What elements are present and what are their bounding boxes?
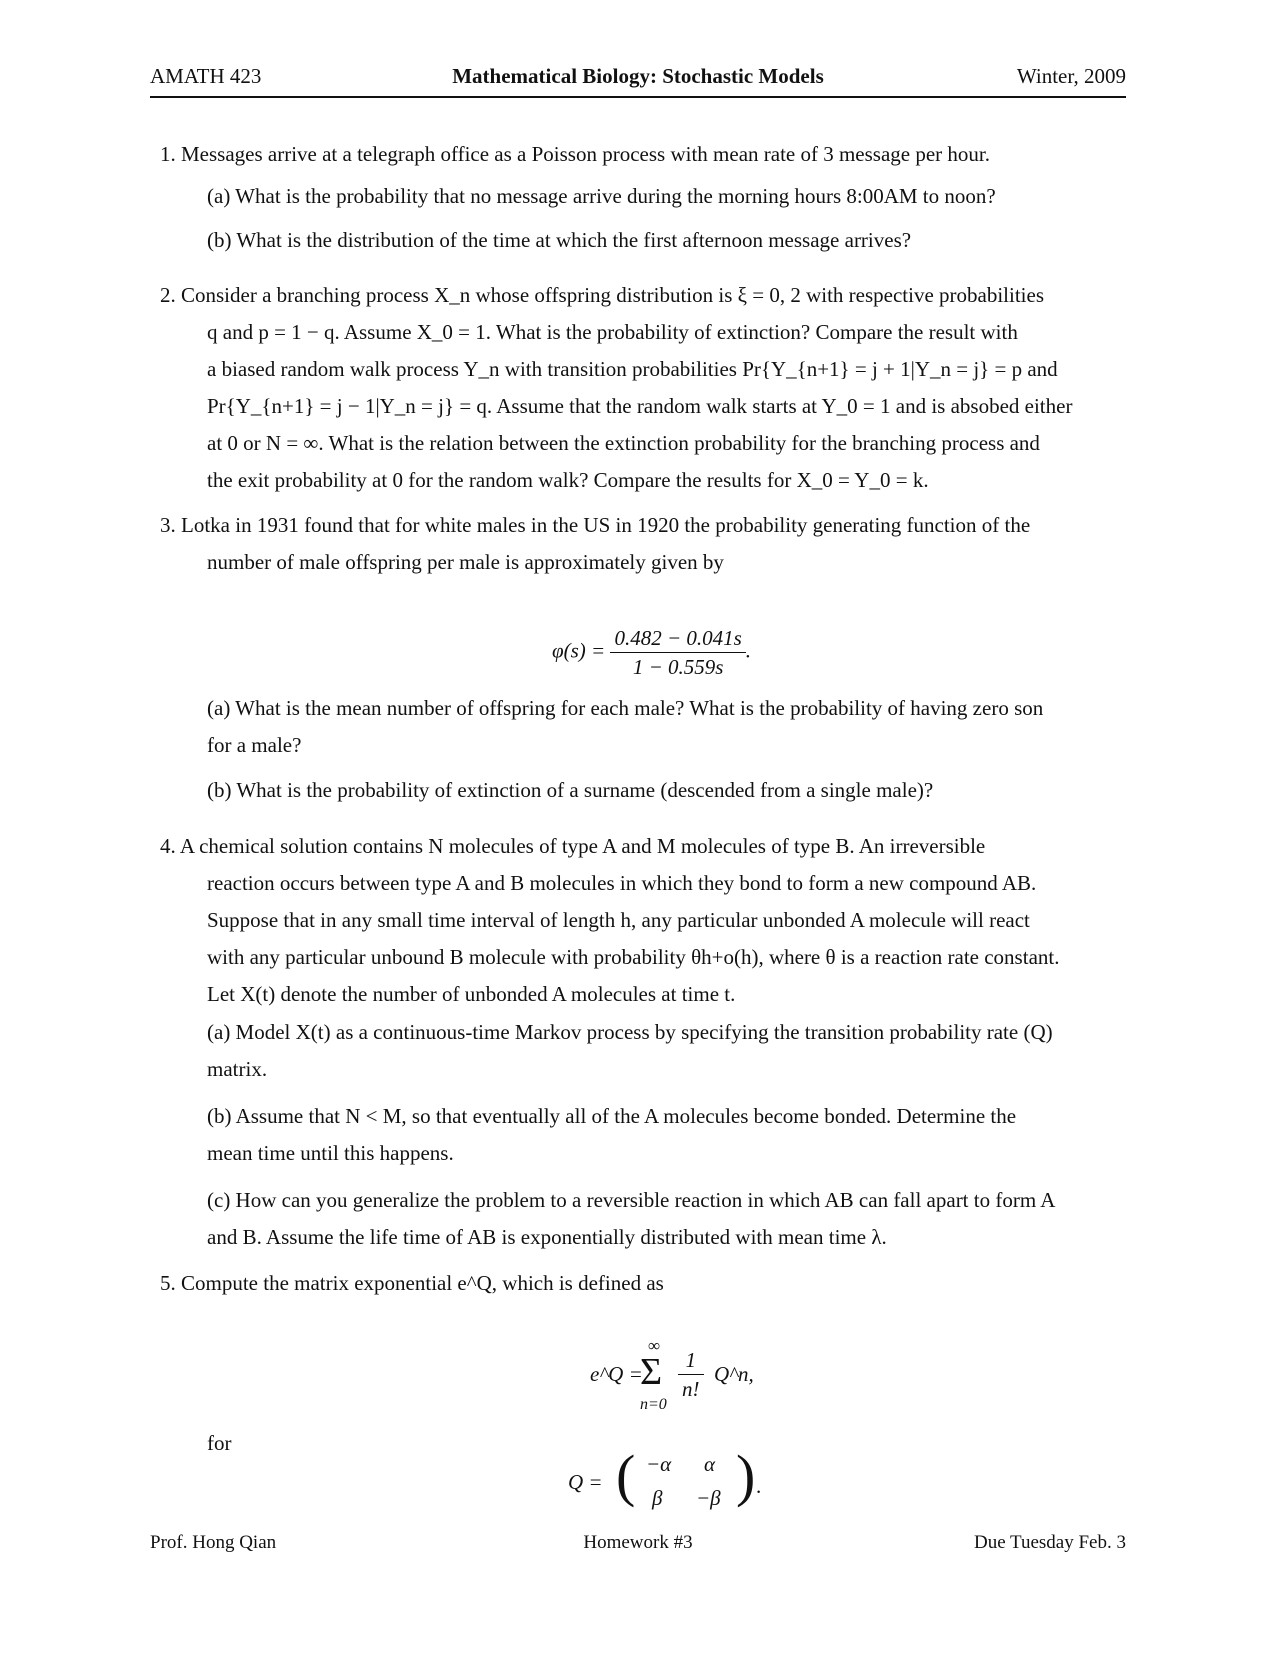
matrix-left-paren: ( <box>616 1443 636 1508</box>
sum-upper-limit: ∞ <box>648 1336 661 1355</box>
problem-5-line: 5. Compute the matrix exponential e^Q, which is defined as <box>160 1271 664 1295</box>
problem-4-line: with any particular unbound B molecule with probability θh+o(h), where θ is a reaction rate constant. <box>207 945 1060 969</box>
sum-fraction-numerator: 1 <box>678 1346 704 1375</box>
problem-4-line: Let X(t) denote the number of unbonded A molecules at time t. <box>207 982 736 1006</box>
problem-2-line: the exit probability at 0 for the random walk? Compare the results for X_0 = Y_0 = k. <box>207 468 929 492</box>
sum-fraction-denominator: n! <box>682 1377 700 1401</box>
author: Prof. Hong Qian <box>150 1532 277 1553</box>
problem-4a-line: matrix. <box>207 1057 268 1081</box>
matrix-q <box>568 1443 768 1520</box>
course-code: AMATH 423 <box>150 64 262 88</box>
problem-1b: (b) What is the distribution of the time at which the first afternoon message arrives? <box>207 228 912 252</box>
problem-4-line: reaction occurs between type A and B molecules in which they bond to form a new compound AB. <box>207 871 1037 895</box>
problem-2-line: 2. Consider a branching process X_n whose offspring distribution is ξ = 0, 2 with respective probabilities <box>160 283 1045 307</box>
problem-2-line: Pr{Y_{n+1} = j − 1|Y_n = j} = q. Assume that the random walk starts at Y_0 = 1 and is absobed either <box>207 394 1073 418</box>
problem-4c <box>207 1182 1126 1256</box>
problem-3b: (b) What is the probability of extinction of a surname (descended from a single male)? <box>207 778 934 802</box>
matrix-exponential-definition <box>590 1336 770 1420</box>
matrix-lhs: Q = <box>568 1470 603 1494</box>
due-date: Due Tuesday Feb. 3 <box>973 1532 1126 1553</box>
problem-4a-line: (a) Model X(t) as a continuous-time Markov process by specifying the transition probability rate (Q) <box>207 1020 1053 1044</box>
problem-4c-line: and B. Assume the life time of AB is exponentially distributed with mean time λ. <box>207 1225 887 1249</box>
problem-4-line: 4. A chemical solution contains N molecules of type A and M molecules of type B. An irreversible <box>160 834 986 858</box>
problem-1-text: 1. Messages arrive at a telegraph office as a Poisson process with mean rate of 3 message per hour. <box>160 142 991 166</box>
matrix-right-paren: ) <box>736 1443 756 1508</box>
pgf-numerator: 0.482 − 0.041s <box>610 624 745 653</box>
problem-4b-line: (b) Assume that N < M, so that eventually all of the A molecules become bonded. Determine the <box>207 1104 1017 1128</box>
problem-4 <box>160 828 1126 1013</box>
pgf-lhs: φ(s) = <box>552 638 606 663</box>
matrix-entry-21: β <box>652 1486 663 1510</box>
sum-fraction <box>678 1346 704 1403</box>
pgf-denominator: 1 − 0.559s <box>632 655 724 679</box>
sum-lhs: e^Q = <box>590 1362 643 1386</box>
problem-4b <box>207 1098 1126 1172</box>
problem-3a-line: (a) What is the mean number of offspring for each male? What is the probability of having zero son <box>207 696 1044 720</box>
pgf-fraction <box>610 624 745 681</box>
problem-1 <box>160 136 1126 173</box>
problem-2-line: at 0 or N = ∞. What is the relation between the extinction probability for the branching process and <box>207 431 1040 455</box>
problem-2-line: a biased random walk process Y_n with transition probabilities Pr{Y_{n+1} = j + 1|Y_n = j} = p and <box>207 357 1058 381</box>
problem-1a: (a) What is the probability that no message arrive during the morning hours 8:00AM to noon? <box>207 184 996 208</box>
matrix-entry-12: α <box>704 1452 716 1476</box>
problem-3-line: number of male offspring per male is approximately given by <box>207 550 724 574</box>
document-title: Mathematical Biology: Stochastic Models <box>452 64 824 88</box>
problem-4c-line: (c) How can you generalize the problem to a reversible reaction in which AB can fall apart to form A <box>207 1188 1056 1212</box>
problem-3-line: 3. Lotka in 1931 found that for white males in the US in 1920 the probability generating function of the <box>160 513 1031 537</box>
pgf-equation: φ(s) = $\frac{0.482 - 0.041s}{1 - 0.559s}$ . <box>552 626 752 679</box>
problem-4a <box>207 1014 1126 1088</box>
matrix-entry-22: −β <box>696 1486 721 1510</box>
problem-2-line: q and p = 1 − q. Assume X_0 = 1. What is the probability of extinction? Compare the result with <box>207 320 1018 344</box>
matrix-period: . <box>756 1474 762 1498</box>
problem-3a-line: for a male? <box>207 733 302 757</box>
problem-4b-line: mean time until this happens. <box>207 1141 454 1165</box>
term: Winter, 2009 <box>1016 64 1126 88</box>
problem-3 <box>160 507 1126 581</box>
sum-symbol: Σ <box>640 1351 663 1393</box>
problem-5 <box>160 1265 1126 1302</box>
matrix-entry-11: −α <box>646 1452 672 1476</box>
page-footer <box>150 1532 1126 1558</box>
page-header <box>150 62 1126 98</box>
homework-number: Homework #3 <box>583 1532 693 1553</box>
problem-2 <box>160 277 1126 499</box>
sum-rhs: Q^n, <box>714 1362 754 1386</box>
for-label: for <box>207 1431 232 1455</box>
problem-3a <box>207 690 1126 764</box>
problem-4-line: Suppose that in any small time interval of length h, any particular unbonded A molecule will react <box>207 908 1030 932</box>
sum-lower-limit: n=0 <box>640 1396 667 1413</box>
